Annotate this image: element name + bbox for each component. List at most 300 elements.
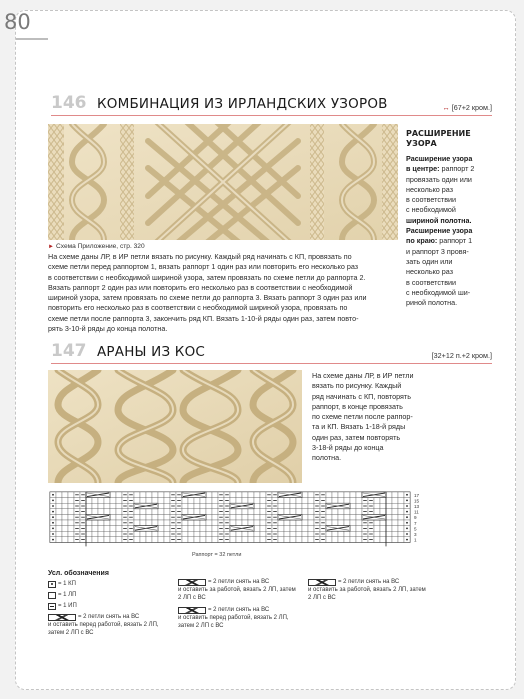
chart-cell xyxy=(194,509,200,515)
chart-cell xyxy=(98,526,104,532)
chart-cell xyxy=(182,537,188,543)
chart-cell xyxy=(158,531,164,537)
chart-cell xyxy=(278,526,284,532)
chart-cell xyxy=(254,498,260,504)
chart-cell xyxy=(164,503,170,509)
chart-cell xyxy=(254,514,260,520)
chart-cell xyxy=(392,514,398,520)
chart-cell xyxy=(302,531,308,537)
edge-stitch-mark xyxy=(52,494,54,496)
chart-cell xyxy=(152,537,158,543)
chart-cell xyxy=(386,526,392,532)
chart-cell xyxy=(302,509,308,515)
chart-cell xyxy=(350,514,356,520)
chart-cell xyxy=(398,492,404,498)
chart-cell xyxy=(86,498,92,504)
sidebar-line xyxy=(406,298,502,308)
chart-cell xyxy=(68,514,74,520)
chart-cell xyxy=(260,531,266,537)
sidebar-bold-text: шириной полотна. xyxy=(406,215,472,225)
chart-cell xyxy=(56,503,62,509)
chart-cell xyxy=(248,531,254,537)
chart-cell xyxy=(212,537,218,543)
chart-cell xyxy=(206,503,212,509)
chart-cell xyxy=(206,514,212,520)
chart-cell xyxy=(242,509,248,515)
chart-cell xyxy=(188,520,194,526)
sidebar-line xyxy=(406,205,502,215)
sidebar-regular-text: в соответствии xyxy=(406,195,457,205)
chart-cell xyxy=(182,526,188,532)
chart-cell xyxy=(290,498,296,504)
section-147-title: АРАНЫ ИЗ КОС xyxy=(97,344,206,360)
chart-cell xyxy=(248,492,254,498)
chart-cell xyxy=(68,531,74,537)
chart-cell xyxy=(56,498,62,504)
edge-stitch-mark xyxy=(406,516,408,518)
sidebar-line xyxy=(406,195,502,205)
chart-cell xyxy=(350,509,356,515)
sidebar-regular-text: раппорт 1 xyxy=(437,236,473,246)
chart-cell xyxy=(248,509,254,515)
cable-cross-mark xyxy=(86,492,110,498)
chart-cell xyxy=(392,503,398,509)
chart-cell xyxy=(188,526,194,532)
chart-cell xyxy=(146,509,152,515)
chart-cell xyxy=(110,498,116,504)
page-number-underline xyxy=(16,38,48,40)
sidebar-line xyxy=(406,236,502,246)
chart-cell xyxy=(356,503,362,509)
chart-cell xyxy=(56,531,62,537)
chart-cell xyxy=(236,514,242,520)
chart-cell xyxy=(62,531,68,537)
edge-stitch-mark xyxy=(52,539,54,541)
chart-row-number: 13 xyxy=(414,504,420,509)
chart-cell xyxy=(68,492,74,498)
chart-cell xyxy=(398,520,404,526)
chart-cell xyxy=(110,492,116,498)
chart-cell xyxy=(302,520,308,526)
chart-cell xyxy=(92,498,98,504)
chart-cell xyxy=(392,520,398,526)
chart-cell xyxy=(164,509,170,515)
chart-cell xyxy=(152,520,158,526)
chart-cell xyxy=(158,503,164,509)
edge-stitch-mark xyxy=(406,505,408,507)
chart-cell xyxy=(134,514,140,520)
chart-cell xyxy=(380,498,386,504)
chart-cell xyxy=(158,526,164,532)
chart-cell xyxy=(344,531,350,537)
chart-cell xyxy=(248,498,254,504)
chart-cell xyxy=(350,537,356,543)
chart-cell xyxy=(338,531,344,537)
chart-cell xyxy=(392,509,398,515)
knitting-chart-grid xyxy=(48,490,428,552)
chart-cell xyxy=(116,503,122,509)
chart-cell xyxy=(62,526,68,532)
chart-cell xyxy=(290,526,296,532)
chart-cell xyxy=(356,492,362,498)
section-147-stitch-count: [32+12 п.+2 кром.] xyxy=(431,351,492,360)
sidebar-bold-text: в центре: xyxy=(406,164,440,174)
cable-cross-mark xyxy=(86,514,110,520)
chart-repeat-caption: Раппорт = 32 петли xyxy=(192,552,242,558)
chart-cell xyxy=(194,526,200,532)
chart-cell xyxy=(134,492,140,498)
chart-cell xyxy=(62,498,68,504)
chart-cell xyxy=(56,537,62,543)
chart-cell xyxy=(92,537,98,543)
chart-cell xyxy=(308,526,314,532)
cable-cross-left-purl-symbol-icon xyxy=(178,607,206,614)
edge-stitch-mark xyxy=(406,511,408,513)
chart-cell xyxy=(182,520,188,526)
pattern-147-chart xyxy=(48,490,428,557)
chart-cell xyxy=(302,526,308,532)
chart-cell xyxy=(62,520,68,526)
purl-stitch-symbol-icon xyxy=(48,603,56,610)
chart-cell xyxy=(146,520,152,526)
chart-cell xyxy=(392,498,398,504)
chart-cell xyxy=(134,509,140,515)
chart-row-number: 15 xyxy=(414,498,420,504)
chart-cell xyxy=(182,509,188,515)
chart-cell xyxy=(86,531,92,537)
chart-cell xyxy=(140,531,146,537)
legend-item-cable-back: = 2 петли снять на ВС и оставить за работой, вязать 2 ЛП, затем 2 ЛП с ВС xyxy=(178,579,296,601)
sidebar-regular-text: с необходимой xyxy=(406,205,456,215)
chart-cell xyxy=(308,509,314,515)
chart-cell xyxy=(164,531,170,537)
chart-cell xyxy=(296,503,302,509)
chart-cell xyxy=(308,537,314,543)
chart-cell xyxy=(242,498,248,504)
chart-cell xyxy=(326,520,332,526)
chart-cell xyxy=(206,526,212,532)
chart-cell xyxy=(86,526,92,532)
chart-cell xyxy=(284,498,290,504)
sidebar-line xyxy=(406,175,502,185)
chart-cell xyxy=(296,520,302,526)
chart-cell xyxy=(386,509,392,515)
chart-cell xyxy=(116,537,122,543)
chart-cell xyxy=(338,520,344,526)
chart-cell xyxy=(344,509,350,515)
chart-cell xyxy=(236,531,242,537)
chart-cell xyxy=(392,531,398,537)
chart-cell xyxy=(98,520,104,526)
chart-cell xyxy=(200,503,206,509)
chart-cell xyxy=(302,492,308,498)
pattern-147-photo xyxy=(48,370,302,483)
chart-cell xyxy=(86,503,92,509)
chart-cell xyxy=(56,520,62,526)
chart-cell xyxy=(344,537,350,543)
chart-cell xyxy=(212,520,218,526)
chart-cell xyxy=(194,537,200,543)
chart-cell xyxy=(212,498,218,504)
cable-cross-mark xyxy=(230,526,254,532)
chart-cell xyxy=(230,520,236,526)
chart-cell xyxy=(104,531,110,537)
chart-cell xyxy=(284,531,290,537)
chart-cell xyxy=(332,509,338,515)
edge-stitch-mark xyxy=(52,505,54,507)
chart-cell xyxy=(260,503,266,509)
chart-cell xyxy=(146,498,152,504)
chart-cell xyxy=(374,503,380,509)
chart-cell xyxy=(164,520,170,526)
chart-cell xyxy=(350,520,356,526)
chart-cell xyxy=(326,514,332,520)
legend-item-cable-front: = 2 петли снять на ВС и оставить перед работой, вязать 2 ЛП, затем 2 ЛП с ВС xyxy=(48,614,159,636)
cable-cross-right-symbol-icon xyxy=(178,579,206,586)
sidebar-bold-text: по краю: xyxy=(406,236,438,246)
chart-cell xyxy=(158,498,164,504)
cable-cross-mark xyxy=(326,503,350,509)
chart-cell xyxy=(158,514,164,520)
chart-cell xyxy=(134,498,140,504)
chart-cell xyxy=(236,498,242,504)
chart-cell xyxy=(374,526,380,532)
chart-cell xyxy=(104,503,110,509)
chart-cell xyxy=(398,537,404,543)
chart-cell xyxy=(290,537,296,543)
chart-cell xyxy=(254,509,260,515)
chart-cell xyxy=(152,509,158,515)
chart-cell xyxy=(386,531,392,537)
chart-cell xyxy=(230,514,236,520)
chart-cell xyxy=(332,498,338,504)
chart-cell xyxy=(392,492,398,498)
sidebar-line xyxy=(406,288,502,298)
chart-cell xyxy=(380,531,386,537)
chart-cell xyxy=(146,492,152,498)
chart-cell xyxy=(338,498,344,504)
chart-cell xyxy=(236,520,242,526)
chart-cell xyxy=(260,537,266,543)
chart-cell xyxy=(206,520,212,526)
section-147-header xyxy=(51,341,492,364)
chart-cell xyxy=(194,498,200,504)
chart-cell xyxy=(110,509,116,515)
legend-item-knit-stitch: = 1 ЛП xyxy=(48,591,76,599)
sidebar-regular-text: риной полотна. xyxy=(406,298,458,308)
chart-cell xyxy=(308,498,314,504)
chart-cell xyxy=(290,503,296,509)
chart-cell xyxy=(158,509,164,515)
chart-cell xyxy=(350,531,356,537)
chart-cell xyxy=(308,520,314,526)
chart-cell xyxy=(290,520,296,526)
chart-cell xyxy=(302,514,308,520)
chart-cell xyxy=(62,514,68,520)
chart-cell xyxy=(116,498,122,504)
chart-cell xyxy=(56,509,62,515)
chart-cell xyxy=(260,514,266,520)
edge-stitch-mark xyxy=(52,500,54,502)
chart-cell xyxy=(332,492,338,498)
pattern-146-photo xyxy=(48,124,398,240)
chart-cell xyxy=(110,520,116,526)
chart-cell xyxy=(398,509,404,515)
sidebar-regular-text: несколько раз xyxy=(406,184,453,194)
chart-cell xyxy=(86,520,92,526)
sidebar-line xyxy=(406,278,502,288)
chart-cell xyxy=(260,509,266,515)
chart-cell xyxy=(398,503,404,509)
chart-cell xyxy=(350,498,356,504)
chart-cell xyxy=(296,531,302,537)
chart-cell xyxy=(212,531,218,537)
chart-cell xyxy=(200,509,206,515)
chart-cell xyxy=(326,498,332,504)
chart-cell xyxy=(380,526,386,532)
chart-cell xyxy=(188,503,194,509)
chart-cell xyxy=(86,509,92,515)
chart-cell xyxy=(260,492,266,498)
chart-cell xyxy=(350,503,356,509)
cable-cross-mark xyxy=(182,492,206,498)
section-146-stitch-count: ↔ [67+2 кром.] xyxy=(442,103,492,112)
chart-cell xyxy=(140,520,146,526)
chart-cell xyxy=(380,509,386,515)
chart-cell xyxy=(356,537,362,543)
chart-cell xyxy=(344,492,350,498)
edge-stitch-mark xyxy=(52,511,54,513)
chart-cell xyxy=(146,514,152,520)
edge-stitch-mark xyxy=(406,522,408,524)
chart-cell xyxy=(110,514,116,520)
chart-cell xyxy=(188,498,194,504)
chart-cell xyxy=(188,509,194,515)
chart-cell xyxy=(200,537,206,543)
chart-cell xyxy=(254,537,260,543)
edge-stitch-mark xyxy=(52,533,54,535)
chart-cell xyxy=(152,498,158,504)
chart-cell xyxy=(56,526,62,532)
triangle-marker-icon: ► xyxy=(48,244,54,250)
chart-cell xyxy=(260,498,266,504)
chart-cell xyxy=(380,537,386,543)
chart-cell xyxy=(116,514,122,520)
chart-row-number: 17 xyxy=(414,492,420,498)
sidebar-regular-text: провязать один или xyxy=(406,174,472,184)
chart-row-number: 7 xyxy=(414,520,417,526)
chart-cell xyxy=(278,509,284,515)
sidebar-text xyxy=(406,154,502,308)
chart-cell xyxy=(296,537,302,543)
section-146-title: КОМБИНАЦИЯ ИЗ ИРЛАНДСКИХ УЗОРОВ xyxy=(97,96,388,112)
chart-cell xyxy=(68,509,74,515)
chart-cell xyxy=(278,531,284,537)
sidebar-regular-text: с необходимой ши- xyxy=(406,287,471,297)
sidebar-regular-text: раппорт 2 xyxy=(439,164,475,174)
chart-cell xyxy=(386,503,392,509)
chart-cell xyxy=(374,520,380,526)
chart-cell xyxy=(200,520,206,526)
chart-cell xyxy=(398,526,404,532)
chart-cell xyxy=(278,498,284,504)
cable-cross-mark xyxy=(362,514,386,520)
chart-cell xyxy=(158,537,164,543)
chart-cell xyxy=(182,531,188,537)
cable-cross-right-purl-symbol-icon xyxy=(308,579,336,586)
chart-cell xyxy=(140,509,146,515)
chart-cell xyxy=(386,537,392,543)
chart-cell xyxy=(308,514,314,520)
chart-cell xyxy=(98,509,104,515)
chart-cell xyxy=(98,498,104,504)
chart-cell xyxy=(242,537,248,543)
section-146-number: 146 xyxy=(51,93,87,113)
sidebar-regular-text: в соответствии xyxy=(406,277,457,287)
chart-cell xyxy=(248,520,254,526)
chart-cell xyxy=(92,503,98,509)
chart-cell xyxy=(284,503,290,509)
chart-cell xyxy=(338,509,344,515)
cable-cross-mark xyxy=(278,492,302,498)
chart-cell xyxy=(398,531,404,537)
chart-cell xyxy=(308,492,314,498)
chart-cell xyxy=(296,509,302,515)
chart-cell xyxy=(146,537,152,543)
chart-cell xyxy=(386,492,392,498)
chart-cell xyxy=(350,492,356,498)
legend-item-purl-stitch: = 1 ИП xyxy=(48,602,77,610)
edge-stitch-mark xyxy=(406,500,408,502)
chart-cell xyxy=(284,526,290,532)
chart-cell xyxy=(116,526,122,532)
chart-cell xyxy=(152,531,158,537)
chart-cell xyxy=(386,520,392,526)
arrows-icon: ↔ xyxy=(442,103,450,112)
chart-cell xyxy=(254,526,260,532)
chart-cell xyxy=(326,509,332,515)
chart-cell xyxy=(356,514,362,520)
edge-stitch-mark xyxy=(52,522,54,524)
chart-cell xyxy=(62,503,68,509)
chart-cell xyxy=(86,537,92,543)
legend-item-cable-front-purl: = 2 петли снять на ВС и оставить перед работой, вязать 2 ЛП, затем 2 ЛП с ВС xyxy=(178,607,289,629)
sidebar-line xyxy=(406,216,502,226)
chart-cell xyxy=(212,492,218,498)
chart-cell xyxy=(278,537,284,543)
chart-cell xyxy=(164,514,170,520)
chart-cell xyxy=(134,537,140,543)
chart-cell xyxy=(56,492,62,498)
cable-cross-mark xyxy=(278,514,302,520)
cable-cross-mark xyxy=(326,526,350,532)
chart-cell xyxy=(356,498,362,504)
cable-cross-left-symbol-icon xyxy=(48,614,76,621)
chart-cell xyxy=(98,503,104,509)
chart-cell xyxy=(116,492,122,498)
chart-cell xyxy=(260,526,266,532)
chart-cell xyxy=(290,509,296,515)
chart-cell xyxy=(386,514,392,520)
chart-cell xyxy=(278,520,284,526)
chart-cell xyxy=(200,498,206,504)
chart-cell xyxy=(332,520,338,526)
chart-cell xyxy=(308,531,314,537)
sidebar-regular-text: несколько раз xyxy=(406,267,453,277)
chart-cell xyxy=(98,531,104,537)
chart-cell xyxy=(206,531,212,537)
chart-cell xyxy=(242,514,248,520)
